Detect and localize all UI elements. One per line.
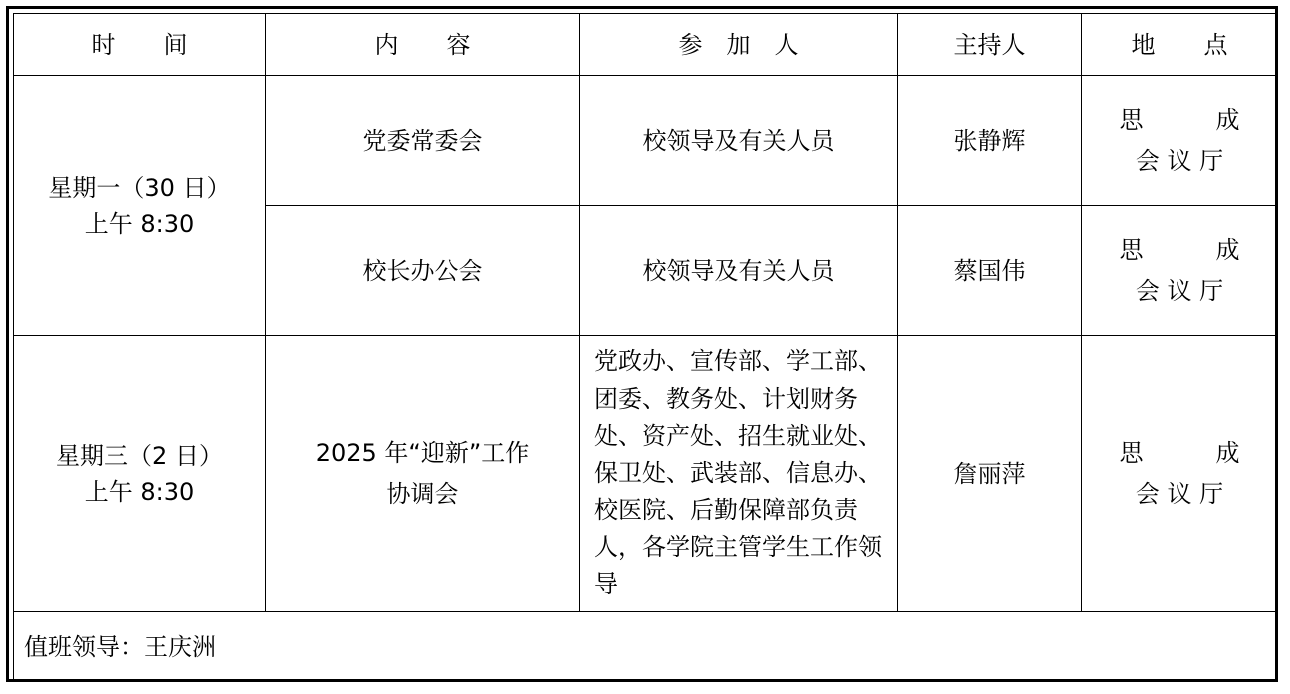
header-content: 内 容 bbox=[266, 14, 580, 76]
content-cell: 党委常委会 bbox=[266, 76, 580, 206]
time-hour: 上午 8:30 bbox=[84, 209, 195, 238]
content-line2: 协调会 bbox=[386, 479, 459, 508]
content-cell bbox=[266, 336, 580, 612]
location-line2: 会 议 厅 bbox=[1135, 479, 1224, 508]
time-cell-monday bbox=[14, 76, 266, 336]
location-line1: 思 成 bbox=[1119, 235, 1240, 264]
duty-leader: 值班领导：王庆洲 bbox=[14, 612, 1278, 682]
header-location: 地 点 bbox=[1082, 14, 1278, 76]
table-row bbox=[14, 76, 1278, 206]
participants-cell: 党政办、宣传部、学工部、团委、教务处、计划财务处、资产处、招生就业处、保卫处、武装部、信息办、校医院、后勤保障部负责人，各学院主管学生工作领导 bbox=[580, 336, 898, 612]
location-line2: 会 议 厅 bbox=[1135, 146, 1224, 175]
time-hour: 上午 8:30 bbox=[84, 477, 195, 506]
time-day: 星期三（2 日） bbox=[56, 441, 223, 470]
host-cell: 蔡国伟 bbox=[898, 206, 1082, 336]
host-cell: 詹丽萍 bbox=[898, 336, 1082, 612]
header-row bbox=[14, 14, 1278, 76]
location-line1: 思 成 bbox=[1119, 105, 1240, 134]
participants-cell: 校领导及有关人员 bbox=[580, 206, 898, 336]
table-row bbox=[14, 336, 1278, 612]
location-line2: 会 议 厅 bbox=[1135, 276, 1224, 305]
location-cell bbox=[1082, 206, 1278, 336]
content-cell: 校长办公会 bbox=[266, 206, 580, 336]
location-cell bbox=[1082, 336, 1278, 612]
header-host: 主持人 bbox=[898, 14, 1082, 76]
location-line1: 思 成 bbox=[1119, 438, 1240, 467]
time-day: 星期一（30 日） bbox=[48, 173, 231, 202]
content-line1: 2025 年“迎新”工作 bbox=[315, 438, 530, 467]
host-cell: 张静辉 bbox=[898, 76, 1082, 206]
time-cell-wednesday bbox=[14, 336, 266, 612]
schedule-table bbox=[13, 13, 1278, 682]
header-participants: 参 加 人 bbox=[580, 14, 898, 76]
participants-cell: 校领导及有关人员 bbox=[580, 76, 898, 206]
header-time: 时 间 bbox=[14, 14, 266, 76]
footer-row bbox=[14, 612, 1278, 682]
location-cell bbox=[1082, 76, 1278, 206]
